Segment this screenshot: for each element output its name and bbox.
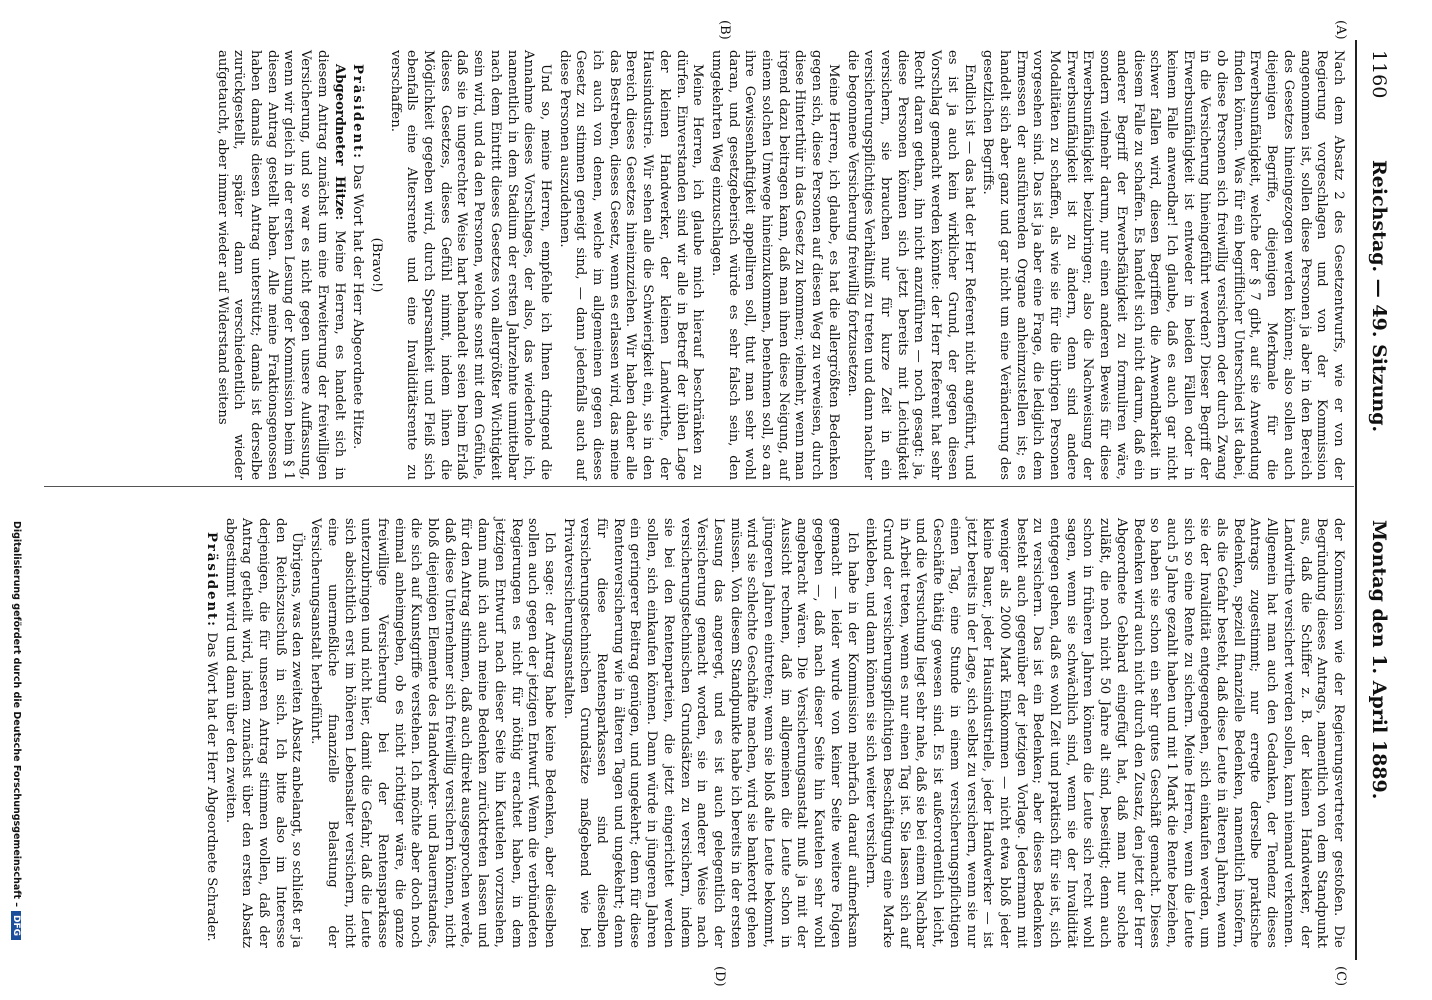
margin-marker-d: (D) xyxy=(712,966,727,987)
paragraph: Übrigens, was den zweiten Absatz anbelangt, so schließt er ja den Reichszuschuß in sich. Ich bitte also im Interesse derjenigen, die für unseren Antrag stimmen wollen, daß der Antrag getheilt wird, indem zunächst über den ersten Absatz abgestimmt wird und dann über den zweiten. xyxy=(222,518,305,948)
interjection: (Bravo!) xyxy=(368,237,384,293)
paragraph: Endlich ist — das hat der Herr Referent nicht angeführt, und es ist ja auch kein wirklicher Grund, der gegen diesen Vorschlag gemacht werden könnte: der Herr Referent hat sehr Recht daran gethan, ihn nicht anzuführen — noch gesagt: ja, diese Personen können sich jetzt bereits mit Leichtigkeit versichern, sie brauchen nur für kurze Zeit in ein versicherungspflichtiges Verhältniß zu treten und dann nachher die begonnene Versicherung freiwillig fortzusetzen. xyxy=(844,50,977,480)
left-column xyxy=(211,50,1346,480)
paragraph: Ich sage: der Antrag habe keine Bedenken, aber dieselben sollen auch gegen der jetzigen Entwurf. Wenn die verbündeten Regierungen es nicht für nöthig erachtet haben, in dem jetzigen Entwurf nach dieser Seite hin Kautelen vorzusehen, dann muß ich auch meine Bedenken zurücktreten lassen und für den Antrag stimmen, daß auch direkt ausgesprochen werde, daß diese Unternehmer sich freiwillig versichern können, nicht bloß diejenigen Elemente des Handwerker- und Bauernstandes, die sich auf Kunstgriffe verstehen. Ich möchte aber doch noch einmal anheimgeben, ob es nicht richtiger wäre, die ganze freiwillige Versicherung bei der Rentensparkasse unterzubringen und nicht hier, damit die Gefahr, daß die Leute sich absichtlich erst im höheren Lebensalter versichern, nicht eine unermeßliche finanzielle Belastung der Versicherungsanstalt herbeiführt. xyxy=(308,518,557,948)
right-column xyxy=(200,518,1346,948)
speaker-text: Das Wort hat der Herr Abgeordnete Hitze. xyxy=(350,164,366,450)
president-remark xyxy=(202,518,219,948)
paragraph: Meine Herren, ich glaube mich hierauf beschränken zu dürfen. Einverstanden sind wir alle in Betreff der üblen Lage der kleinen Handwerker, der kleinen Landwirthe, der Hausindustrie. Wir sehen alle die Schwierigkeit ein, sie in den Bereich dieses Gesetzes hineinzuziehen. Wir haben daher alle das Bestreben, dieses Gesetz, wenn es erlassen wird, das meine ich auch von denen, welche im allgemeinen gegen dieses Gesetz zu stimmen geneigt sind, — dann jedenfalls auch auf diese Personen auszudehnen. xyxy=(556,50,706,480)
paragraph: Nach dem Absatz 2 des Gesetzentwurfs, wie er von der Regierung vorgeschlagen und von der Kommission angenommen ist, sollen diese Personen ja aber in den Bereich des Gesetzes hineingezogen werden können; also sollen auch diejenigen Begriffe, diejenigen Merkmale für die Erwerbsunfähigkeit, welche der § 7 gibt, auf sie Anwendung finden können. Was für ein begrifflicher Unterschied ist dabei, ob diese Personen sich freiwillig versichern oder durch Zwang in die Versicherung hineingeführt werden? Dieser Begriff der Erwerbsunfähigkeit ist entweder in beiden Fällen oder in keinem Falle anwendbar! Ich glaube, daß es auch gar nicht schwer fallen wird, diesen Begriffen die Anwendbarkeit in diesem Falle zu schaffen. Es handelt sich nicht darum, daß ein anderer Begriff der Erwerbsfähigkeit zu formuliren wäre, sondern vielmehr darum, nur einen anderen Beweis für diese Erwerbsunfähigkeit beizubringen; also die Nachweisung der Erwerbsunfähigkeit ist zu ändern, denn sind andere Modalitäten zu schaffen, als wie sie für die übrigen Personen vorgesehen sind. Das ist ja aber eine Frage, die lediglich dem Ermessen der ausführenden Organe anheimzustellen ist; es handelt sich aber ganz und gar nicht um eine Veränderung des gesetzlichen Begriffs. xyxy=(980,50,1346,480)
digitization-credit xyxy=(11,60,22,940)
speaker-label: Präsident: xyxy=(350,64,366,161)
president-remark xyxy=(349,50,366,480)
speaker-text: Das Wort hat der Herr Abgeordnete Schrader. xyxy=(203,632,219,942)
margin-marker-a: (A) xyxy=(1333,20,1348,40)
session-title: Reichstag. — 49. Sitzung. xyxy=(1368,160,1390,433)
credit-text: Digitalisierung gefördert durch die Deutsche Forschungsgemeinschaft – xyxy=(11,520,22,907)
dfg-logo: DFG xyxy=(11,911,21,940)
speaker-label: Präsident: xyxy=(203,532,219,629)
page-number: 1160 xyxy=(1368,50,1390,99)
paragraph: Meine Herren, ich glaube, es hat die allergrößten Bedenken gegen sich, diese Personen auf diesen Weg zu verweisen, durch diese Hinterthür in das Gesetz zu kommen; vielmehr, wenn man irgend dazu beitragen kann, daß man ihnen diese Neigung, auf einem solchen Umwege hineinzukommen, benehmen soll, so an ihre Gewissenhaftigkeit appelliren soll, thut man sehr wohl daran, und gesetzgeberisch würde es sehr falsch sein, den umgekehrten Weg einzuschlagen. xyxy=(708,50,841,480)
running-header xyxy=(1360,50,1390,950)
header-rule xyxy=(1355,40,1357,960)
margin-marker-b: (B) xyxy=(717,20,732,40)
paragraph: der Kommission wie der Regierungsvertreter gestoßen. Die Begründung dieses Antrags, namentlich von dem Standpunkt aus, daß die Schiffer z. B. der kleinen Handwerker, der Landwirthe versichert werden sollen, kann niemand verkennen. Allgemein hat man auch den Gedanken, der Tendenz dieses Antrags zugestimmt; nur erregte derselbe praktische Bedenken, speziell finanzielle Bedenken, namentlich insofern, als die Gefahr besteht, daß diese Leute in älteren Jahren, wenn sie der Invalidität entgegengehen, sich einkaufen werden, um sich so eine Rente zu sichern. Meine Herren, wenn die Leute auch 5 Jahre gezahlt haben und mit 1 Mark die Rente beziehen, so haben sie schon ein sehr gutes Geschäft gemacht. Dieses Bedenken wird auch nicht durch den Zusatz, den jetzt der Herr Abgeordnete Gebhard eingefügt hat, daß man nur solche zuläßt, die noch nicht 50 Jahre alt sind, beseitigt; denn auch schon in früheren Jahren können die Leute sich recht wohl sagen, wenn sie schwächlich sind, wenn sie der Invalidität entgegen gehen, daß es wohl Zeit und praktisch für sie ist, sich zu versichern. Das ist ein Bedenken; aber dieses Bedenken besteht auch gegenüber der jetzigen Vorlage. Jedermann mit weniger als 2000 Mark Einkommen — nicht etwa bloß jeder kleine Bauer, jeder Hausindustrielle, jeder Handwerker — ist jetzt bereits in der Lage, sich selbst zu versichern, wenn sie nur einen Tag, eine Stunde in einem versicherungspflichtigen Geschäfte thätig gewesen sind. Es ist außerordentlich leicht, und die Versuchung liegt sehr nahe, daß sie bei einem Nachbar in Arbeit treten, wenn es nur einen Tag ist. Sie lassen sich auf Grund der versicherungspflichtigen Beschäftigung eine Marke einkleben, und dann können sie sich weiter versichern. xyxy=(863,518,1346,948)
speech-opening xyxy=(213,50,347,480)
margin-marker-c: (C) xyxy=(1333,966,1348,987)
column-divider xyxy=(44,486,1354,487)
paragraph: Ich habe in der Kommission mehrfach darauf aufmerksam gemacht — leider wurde von keiner Seite weitere Folgen gegeben —, daß nach dieser Seite hin Kautelen sehr wohl angebracht wären. Die Versicherungsanstalt muß ja mit der Aussicht rechnen, daß im allgemeinen die Leute schon in jüngeren Jahren eintreten; wenn sie bloß alte Leute bekommt, wird sie schlechte Geschäfte machen, wird sie bankerott gehen müssen. Von diesem Standpunkte habe ich bereits in der ersten Lesung das angeregt, und es ist auch gelegentlich der Versicherung gemacht worden, sie in anderer Weise nach versicherungstechnischen Grundsätzen zu versichern, indem sie bei den Rentenparteien, die jetzt eingerichtet werden sollen, sich einkaufen können. Dann würde in jüngeren Jahren ein geringerer Beitrag genügen, und ungekehrt; denn für diese Rentenversicherung wie in älteren Tagen und ungekehrt; denn für diese Rentensparkassen sind dieselben versicherungstechnischen Grundsätze maßgebend wie bei Privatversicherungsanstalten. xyxy=(560,518,860,948)
paragraph: Und so, meine Herren, empfehle ich Ihnen dringend die Annahme dieses Vorschlages, der also, das wiederhole ich, namentlich in dem Stadium der ersten Jahrzehnte unmittelbar nach dem Eintritt dieses Gesetzes von allergrößter Wichtigkeit sein wird, und da den Personen, welche sonst mit dem Gefühle, daß sie in ungerechter Weise hart behandelt seien beim Erlaß dieses Gesetzes, dieses Gefühl nimmt, indem ihnen die Möglichkeit gegeben wird, durch Sparsamkeit und Fleiß sich ebenfalls eine Altersrente und eine Invaliditätsrente zu verschaffen. xyxy=(387,50,553,480)
speaker-text: Meine Herren, es handelt sich in diesem Antrag zunächst um eine Erweiterung der freiwilligen Versicherung, und so war es nicht gegen unsere Auffassung, wenn wir gleich in der ersten Lesung der Kommission beim § 1 diesen Antrag gestellt haben. Alle meine Fraktionsgenossen haben damals diesen Antrag unterstützt; damals ist derselbe zurückgestellt, später dann verschiedentlich wieder aufgetaucht, aber immer wieder auf Widerstand seitens xyxy=(214,50,347,480)
date-title: Montag den 1. April 1889. xyxy=(1368,520,1390,800)
speaker-label: Abgeordneter Hitze: xyxy=(331,64,347,221)
